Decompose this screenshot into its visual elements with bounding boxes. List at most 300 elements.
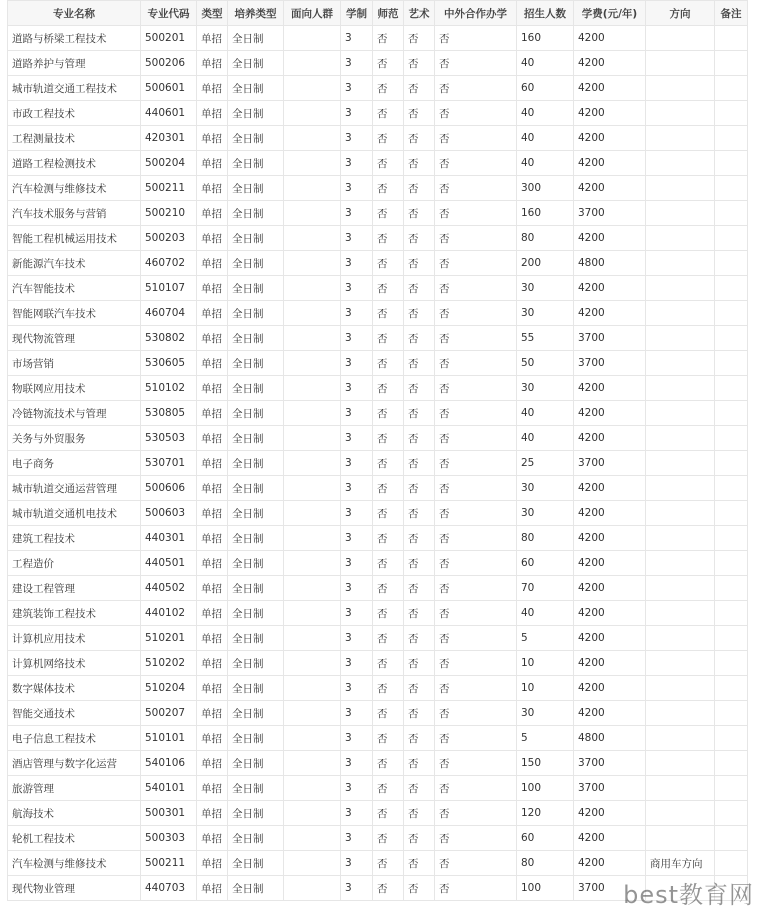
note-cell	[715, 676, 748, 701]
major-name-cell: 新能源汽车技术	[8, 251, 141, 276]
art-cell: 否	[404, 401, 435, 426]
study-mode-cell: 全日制	[228, 26, 284, 51]
study-mode-cell: 全日制	[228, 426, 284, 451]
major-name-cell: 建筑工程技术	[8, 526, 141, 551]
major-code-cell: 500301	[141, 801, 197, 826]
type-cell: 单招	[197, 676, 228, 701]
target-group-cell	[284, 801, 341, 826]
table-row	[8, 626, 748, 651]
note-cell	[715, 226, 748, 251]
type-cell: 单招	[197, 776, 228, 801]
type-cell: 单招	[197, 51, 228, 76]
normal-cell: 否	[373, 801, 404, 826]
enrollment-table	[7, 0, 748, 901]
major-code-cell: 500203	[141, 226, 197, 251]
type-cell: 单招	[197, 401, 228, 426]
major-name-cell: 汽车检测与维修技术	[8, 851, 141, 876]
column-header: 专业名称	[8, 1, 141, 26]
normal-cell: 否	[373, 151, 404, 176]
table-row	[8, 226, 748, 251]
major-code-cell: 440601	[141, 101, 197, 126]
note-cell	[715, 26, 748, 51]
column-header: 招生人数	[517, 1, 574, 26]
normal-cell: 否	[373, 751, 404, 776]
major-name-cell: 道路与桥梁工程技术	[8, 26, 141, 51]
direction-cell: 商用车方向	[646, 851, 715, 876]
normal-cell: 否	[373, 626, 404, 651]
study-mode-cell: 全日制	[228, 801, 284, 826]
quota-cell: 80	[517, 851, 574, 876]
major-name-cell: 汽车检测与维修技术	[8, 176, 141, 201]
type-cell: 单招	[197, 76, 228, 101]
target-group-cell	[284, 226, 341, 251]
art-cell: 否	[404, 601, 435, 626]
column-header: 师范	[373, 1, 404, 26]
major-code-cell: 540106	[141, 751, 197, 776]
major-code-cell: 540101	[141, 776, 197, 801]
art-cell: 否	[404, 476, 435, 501]
years-cell: 3	[341, 426, 373, 451]
fee-cell: 4200	[574, 526, 646, 551]
major-name-cell: 关务与外贸服务	[8, 426, 141, 451]
normal-cell: 否	[373, 26, 404, 51]
note-cell	[715, 301, 748, 326]
study-mode-cell: 全日制	[228, 676, 284, 701]
years-cell: 3	[341, 501, 373, 526]
study-mode-cell: 全日制	[228, 776, 284, 801]
type-cell: 单招	[197, 801, 228, 826]
normal-cell: 否	[373, 226, 404, 251]
normal-cell: 否	[373, 251, 404, 276]
years-cell: 3	[341, 676, 373, 701]
direction-cell	[646, 401, 715, 426]
table-row	[8, 301, 748, 326]
normal-cell: 否	[373, 301, 404, 326]
years-cell: 3	[341, 401, 373, 426]
target-group-cell	[284, 126, 341, 151]
major-code-cell: 530805	[141, 401, 197, 426]
quota-cell: 300	[517, 176, 574, 201]
type-cell: 单招	[197, 751, 228, 776]
table-row	[8, 751, 748, 776]
table-row	[8, 451, 748, 476]
major-code-cell: 500601	[141, 76, 197, 101]
normal-cell: 否	[373, 826, 404, 851]
target-group-cell	[284, 26, 341, 51]
major-code-cell: 510204	[141, 676, 197, 701]
target-group-cell	[284, 176, 341, 201]
study-mode-cell: 全日制	[228, 201, 284, 226]
quota-cell: 10	[517, 651, 574, 676]
years-cell: 3	[341, 276, 373, 301]
normal-cell: 否	[373, 326, 404, 351]
major-code-cell: 440301	[141, 526, 197, 551]
coop-cell: 否	[435, 676, 517, 701]
quota-cell: 80	[517, 226, 574, 251]
years-cell: 3	[341, 226, 373, 251]
quota-cell: 30	[517, 701, 574, 726]
art-cell: 否	[404, 551, 435, 576]
normal-cell: 否	[373, 76, 404, 101]
quota-cell: 160	[517, 26, 574, 51]
normal-cell: 否	[373, 126, 404, 151]
years-cell: 3	[341, 726, 373, 751]
art-cell: 否	[404, 626, 435, 651]
art-cell: 否	[404, 126, 435, 151]
coop-cell: 否	[435, 701, 517, 726]
years-cell: 3	[341, 301, 373, 326]
quota-cell: 40	[517, 51, 574, 76]
art-cell: 否	[404, 26, 435, 51]
note-cell	[715, 401, 748, 426]
major-code-cell: 440502	[141, 576, 197, 601]
coop-cell: 否	[435, 751, 517, 776]
coop-cell: 否	[435, 576, 517, 601]
table-row	[8, 776, 748, 801]
coop-cell: 否	[435, 476, 517, 501]
art-cell: 否	[404, 376, 435, 401]
note-cell	[715, 251, 748, 276]
table-row	[8, 26, 748, 51]
direction-cell	[646, 226, 715, 251]
note-cell	[715, 501, 748, 526]
table-header-row	[8, 1, 748, 26]
study-mode-cell: 全日制	[228, 601, 284, 626]
target-group-cell	[284, 751, 341, 776]
type-cell: 单招	[197, 276, 228, 301]
column-header: 学制	[341, 1, 373, 26]
coop-cell: 否	[435, 76, 517, 101]
type-cell: 单招	[197, 376, 228, 401]
table-row	[8, 326, 748, 351]
table-body	[8, 26, 748, 901]
major-name-cell: 汽车智能技术	[8, 276, 141, 301]
coop-cell: 否	[435, 176, 517, 201]
fee-cell: 4200	[574, 801, 646, 826]
study-mode-cell: 全日制	[228, 376, 284, 401]
quota-cell: 60	[517, 551, 574, 576]
normal-cell: 否	[373, 351, 404, 376]
target-group-cell	[284, 401, 341, 426]
years-cell: 3	[341, 876, 373, 901]
column-header: 面向人群	[284, 1, 341, 26]
target-group-cell	[284, 526, 341, 551]
type-cell: 单招	[197, 726, 228, 751]
table-row	[8, 76, 748, 101]
table-row	[8, 701, 748, 726]
art-cell: 否	[404, 851, 435, 876]
major-name-cell: 智能交通技术	[8, 701, 141, 726]
fee-cell: 4200	[574, 51, 646, 76]
direction-cell	[646, 326, 715, 351]
quota-cell: 30	[517, 376, 574, 401]
type-cell: 单招	[197, 26, 228, 51]
study-mode-cell: 全日制	[228, 526, 284, 551]
fee-cell: 4200	[574, 426, 646, 451]
major-code-cell: 500204	[141, 151, 197, 176]
direction-cell	[646, 176, 715, 201]
coop-cell: 否	[435, 526, 517, 551]
major-code-cell: 460702	[141, 251, 197, 276]
study-mode-cell: 全日制	[228, 651, 284, 676]
study-mode-cell: 全日制	[228, 726, 284, 751]
column-header: 类型	[197, 1, 228, 26]
study-mode-cell: 全日制	[228, 126, 284, 151]
direction-cell	[646, 376, 715, 401]
quota-cell: 40	[517, 101, 574, 126]
study-mode-cell: 全日制	[228, 226, 284, 251]
study-mode-cell: 全日制	[228, 501, 284, 526]
direction-cell	[646, 801, 715, 826]
art-cell: 否	[404, 576, 435, 601]
type-cell: 单招	[197, 326, 228, 351]
study-mode-cell: 全日制	[228, 576, 284, 601]
quota-cell: 60	[517, 76, 574, 101]
table-row	[8, 376, 748, 401]
column-header: 中外合作办学	[435, 1, 517, 26]
coop-cell: 否	[435, 651, 517, 676]
note-cell	[715, 801, 748, 826]
type-cell: 单招	[197, 176, 228, 201]
target-group-cell	[284, 476, 341, 501]
study-mode-cell: 全日制	[228, 751, 284, 776]
type-cell: 单招	[197, 826, 228, 851]
table-row	[8, 126, 748, 151]
direction-cell	[646, 201, 715, 226]
art-cell: 否	[404, 726, 435, 751]
table-row	[8, 401, 748, 426]
major-name-cell: 市场营销	[8, 351, 141, 376]
note-cell	[715, 451, 748, 476]
study-mode-cell: 全日制	[228, 626, 284, 651]
note-cell	[715, 351, 748, 376]
normal-cell: 否	[373, 101, 404, 126]
years-cell: 3	[341, 651, 373, 676]
major-name-cell: 道路养护与管理	[8, 51, 141, 76]
target-group-cell	[284, 501, 341, 526]
fee-cell: 4200	[574, 601, 646, 626]
note-cell	[715, 51, 748, 76]
years-cell: 3	[341, 751, 373, 776]
direction-cell	[646, 676, 715, 701]
study-mode-cell: 全日制	[228, 176, 284, 201]
years-cell: 3	[341, 351, 373, 376]
note-cell	[715, 276, 748, 301]
study-mode-cell: 全日制	[228, 326, 284, 351]
study-mode-cell: 全日制	[228, 51, 284, 76]
quota-cell: 160	[517, 201, 574, 226]
fee-cell: 4200	[574, 151, 646, 176]
normal-cell: 否	[373, 401, 404, 426]
coop-cell: 否	[435, 201, 517, 226]
target-group-cell	[284, 826, 341, 851]
direction-cell	[646, 26, 715, 51]
study-mode-cell: 全日制	[228, 826, 284, 851]
fee-cell: 4200	[574, 176, 646, 201]
major-name-cell: 酒店管理与数字化运营	[8, 751, 141, 776]
normal-cell: 否	[373, 676, 404, 701]
coop-cell: 否	[435, 276, 517, 301]
direction-cell	[646, 576, 715, 601]
art-cell: 否	[404, 226, 435, 251]
coop-cell: 否	[435, 226, 517, 251]
major-code-cell: 500603	[141, 501, 197, 526]
fee-cell: 4200	[574, 276, 646, 301]
note-cell	[715, 101, 748, 126]
quota-cell: 40	[517, 426, 574, 451]
fee-cell: 3700	[574, 776, 646, 801]
target-group-cell	[284, 101, 341, 126]
coop-cell: 否	[435, 601, 517, 626]
table-row	[8, 351, 748, 376]
table-row	[8, 651, 748, 676]
direction-cell	[646, 426, 715, 451]
direction-cell	[646, 601, 715, 626]
target-group-cell	[284, 376, 341, 401]
coop-cell: 否	[435, 351, 517, 376]
type-cell: 单招	[197, 651, 228, 676]
quota-cell: 40	[517, 401, 574, 426]
major-code-cell: 500303	[141, 826, 197, 851]
art-cell: 否	[404, 701, 435, 726]
major-name-cell: 智能网联汽车技术	[8, 301, 141, 326]
years-cell: 3	[341, 26, 373, 51]
target-group-cell	[284, 151, 341, 176]
quota-cell: 5	[517, 726, 574, 751]
coop-cell: 否	[435, 501, 517, 526]
note-cell	[715, 476, 748, 501]
column-header: 备注	[715, 1, 748, 26]
art-cell: 否	[404, 526, 435, 551]
target-group-cell	[284, 76, 341, 101]
table-row	[8, 51, 748, 76]
target-group-cell	[284, 626, 341, 651]
years-cell: 3	[341, 626, 373, 651]
normal-cell: 否	[373, 201, 404, 226]
note-cell	[715, 576, 748, 601]
table-row	[8, 251, 748, 276]
major-name-cell: 智能工程机械运用技术	[8, 226, 141, 251]
study-mode-cell: 全日制	[228, 351, 284, 376]
fee-cell: 4200	[574, 851, 646, 876]
target-group-cell	[284, 726, 341, 751]
target-group-cell	[284, 326, 341, 351]
years-cell: 3	[341, 826, 373, 851]
target-group-cell	[284, 776, 341, 801]
table-row	[8, 851, 748, 876]
major-name-cell: 现代物流管理	[8, 326, 141, 351]
normal-cell: 否	[373, 701, 404, 726]
target-group-cell	[284, 701, 341, 726]
note-cell	[715, 601, 748, 626]
major-code-cell: 530802	[141, 326, 197, 351]
table-row	[8, 676, 748, 701]
type-cell: 单招	[197, 876, 228, 901]
study-mode-cell: 全日制	[228, 876, 284, 901]
major-name-cell: 汽车技术服务与营销	[8, 201, 141, 226]
quota-cell: 120	[517, 801, 574, 826]
major-name-cell: 市政工程技术	[8, 101, 141, 126]
direction-cell	[646, 251, 715, 276]
coop-cell: 否	[435, 801, 517, 826]
study-mode-cell: 全日制	[228, 476, 284, 501]
coop-cell: 否	[435, 326, 517, 351]
type-cell: 单招	[197, 251, 228, 276]
fee-cell: 4800	[574, 251, 646, 276]
quota-cell: 100	[517, 776, 574, 801]
fee-cell: 3700	[574, 876, 646, 901]
type-cell: 单招	[197, 151, 228, 176]
coop-cell: 否	[435, 126, 517, 151]
quota-cell: 55	[517, 326, 574, 351]
years-cell: 3	[341, 201, 373, 226]
direction-cell	[646, 76, 715, 101]
direction-cell	[646, 726, 715, 751]
fee-cell: 4200	[574, 126, 646, 151]
major-code-cell: 530701	[141, 451, 197, 476]
quota-cell: 10	[517, 676, 574, 701]
type-cell: 单招	[197, 626, 228, 651]
note-cell	[715, 126, 748, 151]
quota-cell: 100	[517, 876, 574, 901]
target-group-cell	[284, 201, 341, 226]
direction-cell	[646, 826, 715, 851]
normal-cell: 否	[373, 526, 404, 551]
years-cell: 3	[341, 76, 373, 101]
coop-cell: 否	[435, 101, 517, 126]
major-name-cell: 建筑装饰工程技术	[8, 601, 141, 626]
table-row	[8, 176, 748, 201]
direction-cell	[646, 776, 715, 801]
direction-cell	[646, 301, 715, 326]
art-cell: 否	[404, 51, 435, 76]
normal-cell: 否	[373, 426, 404, 451]
years-cell: 3	[341, 776, 373, 801]
direction-cell	[646, 51, 715, 76]
fee-cell: 4200	[574, 651, 646, 676]
normal-cell: 否	[373, 576, 404, 601]
major-name-cell: 物联网应用技术	[8, 376, 141, 401]
years-cell: 3	[341, 51, 373, 76]
years-cell: 3	[341, 551, 373, 576]
coop-cell: 否	[435, 626, 517, 651]
art-cell: 否	[404, 451, 435, 476]
major-code-cell: 420301	[141, 126, 197, 151]
art-cell: 否	[404, 276, 435, 301]
major-name-cell: 道路工程检测技术	[8, 151, 141, 176]
major-code-cell: 440703	[141, 876, 197, 901]
major-name-cell: 数字媒体技术	[8, 676, 141, 701]
quota-cell: 30	[517, 276, 574, 301]
fee-cell: 4200	[574, 476, 646, 501]
direction-cell	[646, 351, 715, 376]
note-cell	[715, 626, 748, 651]
major-name-cell: 城市轨道交通运营管理	[8, 476, 141, 501]
study-mode-cell: 全日制	[228, 851, 284, 876]
years-cell: 3	[341, 701, 373, 726]
direction-cell	[646, 126, 715, 151]
note-cell	[715, 726, 748, 751]
target-group-cell	[284, 426, 341, 451]
major-code-cell: 500606	[141, 476, 197, 501]
major-code-cell: 510201	[141, 626, 197, 651]
major-code-cell: 500207	[141, 701, 197, 726]
major-code-cell: 460704	[141, 301, 197, 326]
normal-cell: 否	[373, 726, 404, 751]
column-header: 方向	[646, 1, 715, 26]
normal-cell: 否	[373, 501, 404, 526]
note-cell	[715, 176, 748, 201]
